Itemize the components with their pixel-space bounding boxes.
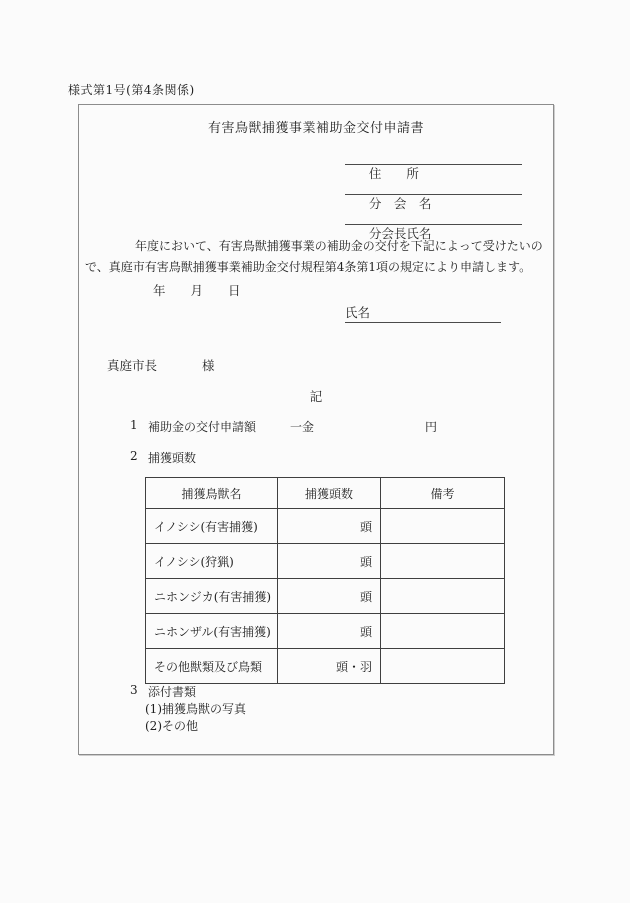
attachment-item-photo: (1)捕獲鳥獣の写真 xyxy=(145,702,246,716)
attachment-item-other: (2)その他 xyxy=(145,719,198,733)
remarks-cell xyxy=(381,579,505,614)
count-unit-cell: 頭・羽 xyxy=(278,649,381,684)
item-1-number: 1 xyxy=(130,418,138,432)
count-unit-cell: 頭 xyxy=(278,544,381,579)
addressee-name: 真庭市長 xyxy=(107,358,158,373)
application-statement-line1: 年度において、有害鳥獣捕獲事業の補助金の交付を下記によって受けたいの xyxy=(135,239,543,253)
table-header-row xyxy=(146,478,505,509)
animal-name-cell: ニホンザル(有害捕獲) xyxy=(146,614,278,649)
remarks-cell xyxy=(381,509,505,544)
form-title: 有害鳥獣捕獲事業補助金交付申請書 xyxy=(207,121,424,136)
animal-name-cell: イノシシ(狩猟) xyxy=(146,544,278,579)
address-field xyxy=(345,145,522,181)
branch-head-name-field xyxy=(345,205,522,241)
item-1-label: 補助金の交付申請額 xyxy=(148,420,257,434)
ki-heading: 記 xyxy=(309,389,323,404)
date-line: 年 月 日 xyxy=(153,283,241,298)
table-row xyxy=(146,649,505,684)
addressee-line xyxy=(107,356,215,374)
remarks-cell xyxy=(381,614,505,649)
application-statement-line2: で、真庭市有害鳥獣捕獲事業補助金交付規程第4条第1項の規定により申請します。 xyxy=(85,260,532,274)
table-header-remarks: 備考 xyxy=(381,478,505,509)
branch-name-field-label: 分 会 名 xyxy=(368,196,432,211)
remarks-cell xyxy=(381,544,505,579)
remarks-cell xyxy=(381,649,505,684)
item-1-amount-unit: 円 xyxy=(425,420,438,434)
animal-name-cell: ニホンジカ(有害捕獲) xyxy=(146,579,278,614)
table-row xyxy=(146,509,505,544)
address-field-label: 住 所 xyxy=(368,166,419,181)
addressee-honorific: 様 xyxy=(202,358,215,373)
application-statement xyxy=(85,236,549,278)
table-row xyxy=(146,579,505,614)
table-row xyxy=(146,544,505,579)
branch-head-name-field-label: 分会長氏名 xyxy=(368,226,432,241)
item-3-number: 3 xyxy=(130,683,138,697)
count-unit-cell: 頭 xyxy=(278,579,381,614)
item-2-capture-count xyxy=(79,449,553,465)
item-2-label: 捕獲頭数 xyxy=(148,451,197,465)
capture-count-table xyxy=(145,477,505,684)
count-unit-cell: 頭 xyxy=(278,614,381,649)
applicant-name-field xyxy=(345,303,501,323)
item-1-amount-prefix: 一金 xyxy=(290,420,315,434)
table-header-capture-count: 捕獲頭数 xyxy=(278,478,381,509)
item-2-number: 2 xyxy=(130,449,138,463)
count-unit-cell: 頭 xyxy=(278,509,381,544)
table-row xyxy=(146,614,505,649)
animal-name-cell: その他獣類及び鳥類 xyxy=(146,649,278,684)
form-border-box xyxy=(78,104,554,755)
animal-name-cell: イノシシ(有害捕獲) xyxy=(146,509,278,544)
item-3-label: 添付書類 xyxy=(148,685,197,699)
applicant-name-field-label: 氏名 xyxy=(345,305,371,320)
item-3-attachments xyxy=(79,683,553,699)
branch-name-field xyxy=(345,175,522,211)
table-header-animal-name: 捕獲鳥獣名 xyxy=(146,478,278,509)
item-1-subsidy-amount xyxy=(79,418,553,434)
form-number-label: 様式第1号(第4条関係) xyxy=(68,83,195,97)
